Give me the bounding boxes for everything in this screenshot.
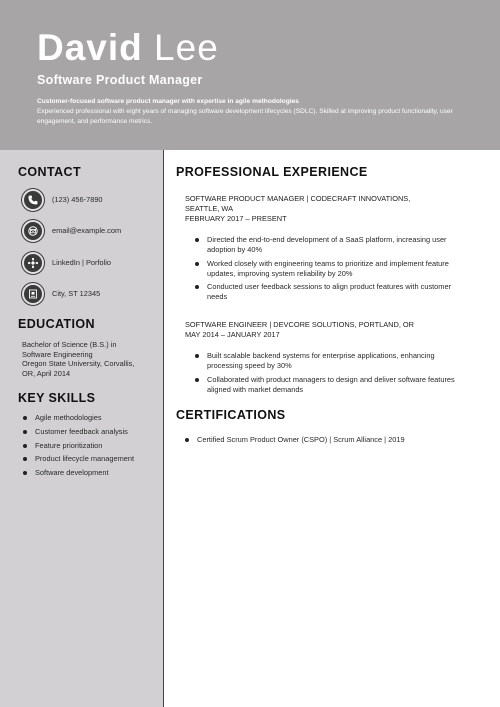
summary-lead: Customer-focused software product manager with expertise in agile methodologies	[37, 98, 299, 105]
contact-email	[22, 220, 162, 242]
job-location-line: SEATTLE, WA	[185, 204, 234, 213]
education-line: Bachelor of Science (B.S.) in	[22, 340, 117, 349]
summary-body: Experienced professional with eight years of managing software development lifecycles (SDLC). Skilled at improving product functionality, user engagement, and performance metrics.	[37, 108, 453, 125]
skills-list	[22, 413, 134, 482]
first-name: David	[37, 27, 143, 68]
job-dates-line: FEBRUARY 2017 – PRESENT	[185, 214, 287, 223]
education-line: Software Engineering	[22, 349, 93, 359]
job-bullets	[195, 235, 460, 306]
contact-heading: CONTACT	[18, 165, 81, 179]
experience-heading: PROFESSIONAL EXPERIENCE	[176, 165, 368, 179]
job-bullet: Conducted user feedback sessions to align product features with customer needs	[195, 282, 460, 302]
education-heading: EDUCATION	[18, 317, 95, 331]
location-icon	[22, 283, 44, 305]
last-name: Lee	[154, 27, 219, 68]
job-bullet: Built scalable backend systems for enterprise applications, enhancing processing speed by 30%	[195, 351, 460, 371]
job-title-line: SOFTWARE PRODUCT MANAGER | CODECRAFT INNOVATIONS,	[185, 194, 411, 203]
education-line: OR, April 2014	[22, 368, 71, 378]
education-line: Oregon State University, Corvallis,	[22, 359, 135, 369]
job-bullet: Collaborated with product managers to design and deliver software features aligned with market demands	[195, 375, 460, 395]
candidate-name	[37, 28, 219, 68]
skill-item: Agile methodologies	[22, 413, 134, 427]
skill-item: Feature prioritization	[22, 441, 134, 455]
job-bullet: Directed the end-to-end development of a SaaS platform, increasing user adoption by 40%	[195, 235, 460, 255]
job-bullet: Worked closely with engineering teams to prioritize and implement feature updates, improving system reliability by 20%	[195, 259, 460, 279]
job-bullets	[195, 351, 460, 398]
contact-location	[22, 283, 162, 305]
skill-item: Software development	[22, 468, 134, 482]
phone-text: (123) 456-7890	[52, 195, 103, 204]
email-text: email@example.com	[52, 226, 122, 235]
certifications-heading: CERTIFICATIONS	[176, 408, 286, 422]
skills-heading: KEY SKILLS	[18, 391, 96, 405]
education-details	[22, 340, 157, 378]
contact-links	[22, 252, 162, 274]
email-icon	[22, 220, 44, 242]
phone-icon	[22, 189, 44, 211]
skill-item: Customer feedback analysis	[22, 427, 134, 441]
links-text[interactable]: LinkedIn | Porfolio	[52, 258, 112, 267]
job-title-line: SOFTWARE ENGINEER | DEVCORE SOLUTIONS, PORTLAND, OR	[185, 320, 415, 329]
resume-header	[0, 0, 500, 150]
summary	[37, 97, 467, 127]
network-icon	[22, 252, 44, 274]
job-header	[185, 320, 455, 340]
certification-item: Certified Scrum Product Owner (CSPO) | Scrum Alliance | 2019	[185, 435, 450, 445]
job-header	[185, 194, 455, 224]
certifications-list	[185, 435, 450, 449]
job-title: Software Product Manager	[37, 73, 203, 87]
contact-phone	[22, 189, 162, 211]
location-text: City, ST 12345	[52, 289, 101, 298]
job-dates-line: MAY 2014 – JANUARY 2017	[185, 330, 280, 339]
skill-item: Product lifecycle management	[22, 454, 134, 468]
